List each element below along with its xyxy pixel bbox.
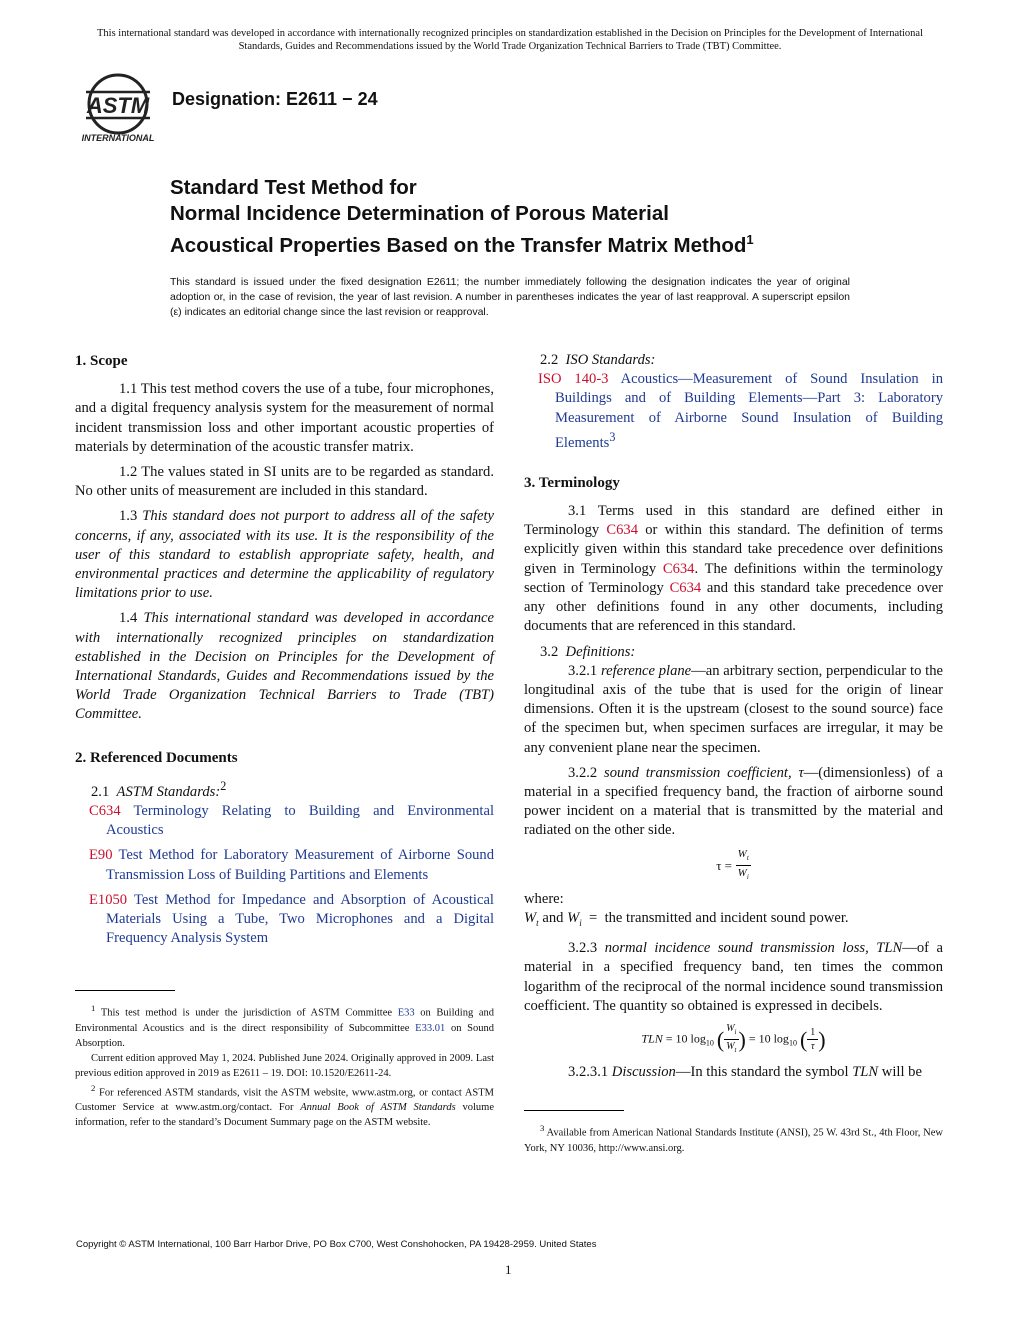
ref-e1050[interactable]: E1050 Test Method for Impedance and Absorption of Acoustical Materials Using a Tube, Two Microphones and a Digital Frequency Analysis System xyxy=(89,891,494,947)
logo-subtext: INTERNATIONAL xyxy=(81,133,155,143)
astm-logo xyxy=(72,72,162,144)
left-column xyxy=(75,352,494,1130)
term-3-2-1: 3.2.1 reference plane—an arbitrary section, perpendicular to the longitudinal axis of the tube that is used for the origin of linear dimensions. Often it is the upstream (closest to the sound source) face of the specimen but, when specimen surfaces are irregular, it may be any convenient plane near the specimen. xyxy=(524,662,943,756)
title-line-2: Normal Incidence Determination of Porous Material xyxy=(170,202,669,225)
footnote-rule-left xyxy=(75,990,175,991)
document-title xyxy=(170,175,950,259)
term-3-1: 3.1 Terms used in this standard are defined either in Terminology C634 or within this standard. The definition of terms explicitly given within this standard take precedence over definitions given in Terminology C634. The definitions within the terminology section of Terminology C634 and this standard take precedence over any other definitions found in any other documents, including documents that are referenced in this standard. xyxy=(524,503,944,635)
title-line-3: Acoustical Properties Based on the Transfer Matrix Method$^1$ xyxy=(170,232,754,257)
footnotes-right xyxy=(524,1121,943,1156)
term-3-2: 3.2 Definitions: xyxy=(540,643,636,660)
where-definition: $W_t$ and $W_i$ = the transmitted and incident sound power. xyxy=(524,910,849,929)
term-3-2-3-1: 3.2.3.1 Discussion—In this standard the symbol TLN will be xyxy=(568,1064,922,1081)
footnote-rule-right xyxy=(524,1110,624,1111)
term-3-2-2: 3.2.2 sound transmission coefficient, τ—(dimensionless) of a material in a specified frequency band, the fraction of airborne sound power incident on a material that is transmitted by the material and radiated on the other side. xyxy=(524,764,943,839)
page-number: 1 xyxy=(505,1262,512,1277)
astm-standards-label: 2.1 ASTM Standards:$^2$ xyxy=(91,778,227,800)
footnote-1: $^1$ This test method is under the jurisdiction of ASTM Committee E33 on Building and Environmental Acoustics and is the direct responsibility of Subcommittee E33.01 on Sound Absorption. xyxy=(75,1003,495,1049)
refdocs-heading: 2. Referenced Documents xyxy=(75,749,238,766)
title-footnote-mark: 1 xyxy=(746,232,754,247)
iso-standards-label: 2.2 ISO Standards: xyxy=(540,352,656,368)
footnote-2: $^2$ For referenced ASTM standards, visit the ASTM website, www.astm.org, or contact ASTM Customer Service at www.astm.org/contact. For Annual Book of ASTM Standards volume information, refer to the standard’s Document Summary page on the ASTM website. xyxy=(75,1082,494,1129)
right-column xyxy=(524,351,943,1156)
ref-e90[interactable]: E90 Test Method for Laboratory Measurement of Airborne Sound Transmission Loss of Building Partitions and Elements xyxy=(89,847,495,883)
scope-1-2: 1.2 The values stated in SI units are to be regarded as standard. No other units of measurement are included in this standard. xyxy=(75,464,494,500)
equation-tau: τ = $\frac{W_t}{W_i}$ xyxy=(716,847,749,881)
issued-note: This standard is issued under the fixed designation E2611; the number immediately following the designation indicates the year of original adoption or, in the case of revision, the year of last revision. A number in parentheses indicates the year of last reapproval. A superscript epsilon (ε) indicates an editorial change since the last revision or reapproval. xyxy=(170,276,850,318)
footnotes-left xyxy=(75,1001,494,1130)
title-line-1: Standard Test Method for xyxy=(170,176,417,199)
where-label: where: xyxy=(524,890,564,907)
top-note: This international standard was developed in accordance with internationally recognized principles on standardization established in the Decision on Principles for the Development of International Standards, Guides and Recommendations issued by the World Trade Organization Technical Barriers to Trade (TBT) Committee. xyxy=(96,28,924,52)
term-3-2-3: 3.2.3 normal incidence sound transmission loss, TLN—of a material in a specified frequency band, ten times the common logarithm of the reciprocal of the normal incidence sound transmission coefficient. The quantity so obtained is expressed in decibels. xyxy=(524,940,943,1014)
footnote-1-edition: Current edition approved May 1, 2024. Published June 2024. Originally approved in 2009. Last previous edition approved in 2019 as E2611 – 19. DOI: 10.1520/E2611-24. xyxy=(75,1052,494,1079)
ref-iso-140-3[interactable]: ISO 140-3 Acoustics—Measurement of Sound Insulation in Buildings and of Building Elements—Part 3: Laboratory Measurement of Airborne Sound Insulation of Building Elements$^3$ xyxy=(538,371,943,451)
copyright-footer: Copyright © ASTM International, 100 Barr Harbor Drive, PO Box C700, West Conshohocken, PA 19428-2959. United States xyxy=(76,1239,597,1250)
scope-1-1: 1.1 This test method covers the use of a tube, four microphones, and a digital frequency analysis system for the measurement of normal incident transmission loss and other important acoustic properties of materials by determination of the acoustic transfer matrix. xyxy=(75,381,494,455)
designation: Designation: E2611 − 24 xyxy=(172,89,378,109)
scope-1-3: 1.3 This standard does not purport to address all of the safety concerns, if any, associated with its use. It is the responsibility of the user of this standard to establish appropriate safety, health, and environmental practices and determine the applicability of regulatory limitations prior to use. xyxy=(75,508,494,602)
scope-1-4: 1.4 This international standard was developed in accordance with internationally recognized principles on standardization established in the Decision on Principles for the Development of International Standards, Guides and Recommendations issued by the World Trade Organization Technical Barriers to Trade (TBT) Committee. xyxy=(75,610,494,723)
logo-text: ASTM xyxy=(86,93,150,118)
astm-logo-graphic xyxy=(72,72,162,144)
equation-tln: TLN = 10 $\log_{10}$ ( $\frac{W_i}{W_t}$ ) = 10 $\log_{10}$ ( $\frac{1}{\tau}$ ) xyxy=(641,1023,826,1055)
terminology-heading: 3. Terminology xyxy=(524,474,620,491)
scope-heading: 1. Scope xyxy=(75,353,128,369)
footnote-3: $^3$ Available from American National Standards Institute (ANSI), 25 W. 43rd St., 4th Floor, New York, NY 10036, http://www.ansi.org. xyxy=(524,1123,943,1154)
ref-c634[interactable]: C634 Terminology Relating to Building and Environmental Acoustics xyxy=(89,802,494,839)
